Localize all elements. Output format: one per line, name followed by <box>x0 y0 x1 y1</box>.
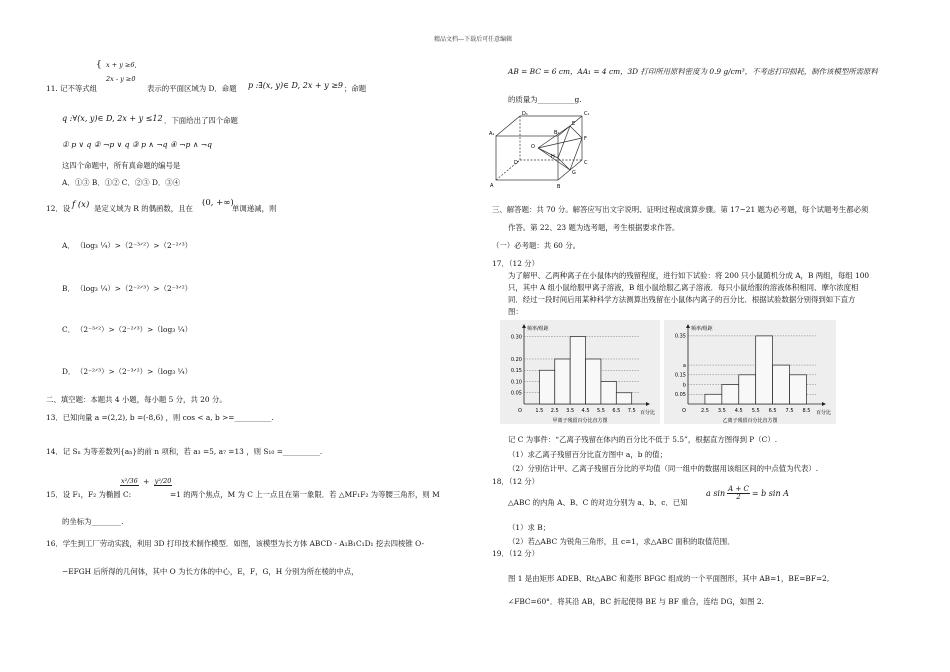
y-tick-label: 0.10 <box>510 379 522 386</box>
histogram-bar <box>739 375 756 404</box>
y-tick-label: 0.05 <box>674 392 686 399</box>
q12-choice-a-label: A． <box>62 241 75 250</box>
x-tick-label: O <box>518 408 522 414</box>
question-16-line1: 16．学生到工厂劳动实践，利用 3D 打印技术制作模型．如图，该模型为长方体 ABCD - A₁B₁C₁D₁ 挖去四棱锥 O- <box>46 539 424 548</box>
q12-interval: (0, +∞) <box>202 198 234 208</box>
q11-prefix: 11. 记不等式组 <box>46 84 98 93</box>
label-a1: A₁ <box>489 131 495 137</box>
question-14: 14．记 Sₙ 为等差数列{aₙ}的前 n 项和，若 a₃ =5, a₇ =13 ，则 S₁₀ =__________. <box>46 447 323 456</box>
inequality-1: x + y ≥6, <box>106 61 137 69</box>
question-16-line4: 的质量为__________g. <box>508 95 582 104</box>
label-b: B <box>557 184 561 190</box>
x-axis-label: 百分比 <box>816 410 832 416</box>
page-header: 精品文档---下载后可任意编辑 <box>434 36 513 43</box>
x-tick-label: 3.5 <box>566 408 575 414</box>
label-g: G <box>572 170 576 176</box>
q17-line1: 为了解甲、乙两种离子在小鼠体内的残留程度，进行如下试验：将 200 只小鼠随机分成 A，B 两组，每组 100 <box>508 271 870 280</box>
label-d1: D₁ <box>522 111 528 117</box>
q12-choice-b: （log₃ ¼）>（2⁻²ᐟ³）>（2⁻³ᐟ²） <box>76 284 193 293</box>
q12-choice-a: （log₃ ¼）>（2⁻³ᐟ²）>（2⁻²ᐟ³） <box>76 241 193 250</box>
label-b1: B₁ <box>554 130 560 136</box>
y-tick-label: 0.05 <box>510 390 522 397</box>
q12-line: 12．设 <box>46 204 71 213</box>
q11-q-tail: ．下面给出了四个命题 <box>164 116 238 125</box>
label-d: D <box>514 160 518 166</box>
q17-line3: 同．经过一段时间后用某种科学方法测算出残留在小鼠体内离子的百分比．根据试验数据分别得到如下直方 <box>508 295 856 304</box>
question-16-line3: AB = BC = 6 cm，AA₁ = 4 cm，3D 打印所用原料密度为 0.9 g/cm³，不考虑打印损耗，制作该模型所需原料 <box>508 67 878 76</box>
q12-choice-d-label: D． <box>62 367 76 376</box>
x-tick-label: 8.5 <box>802 408 811 414</box>
x-tick-label: 6.5 <box>768 408 777 414</box>
histogram-bar <box>722 385 739 404</box>
q11-p-tail: ；命题 <box>344 84 367 93</box>
q12-mid: 是定义域为 R 的偶函数，且在 <box>94 204 193 213</box>
q12-choice-b-label: B． <box>62 284 75 293</box>
x-tick-label: 4.5 <box>581 408 590 414</box>
x-tick-label: 2.5 <box>700 408 709 414</box>
q18-part2: （2）若△ABC 为锐角三角形，且 c=1，求△ABC 面积的取值范围． <box>508 537 735 546</box>
y-tick-label: 0.35 <box>674 333 686 340</box>
q15-frac-x: x²/36 <box>121 477 138 486</box>
q12-fx: f (x) <box>72 200 90 210</box>
q11-choices: A．①③ B．①② C．②③ D．③④ <box>62 178 181 187</box>
q17-part2: （2）分别估计甲、乙离子残留百分比的平均值（同一组中的数据用该组区间的中点值为代表）. <box>508 464 819 473</box>
histogram-bar <box>555 359 570 404</box>
chart-title: 乙离子残留百分比直方图 <box>722 418 778 424</box>
section-solutions-1: 三、解答题：共 70 分。解答应写出文字说明、证明过程或演算步骤。第 17~21 题为必考题，每个试题考生都必须 <box>492 205 869 214</box>
x-tick-label: 3.5 <box>717 408 726 414</box>
q11-propositions: ① p ∨ q ② ¬p ∨ q ③ p ∧ ¬q ④ ¬p ∧ ¬q <box>62 140 213 149</box>
label-a: A <box>490 183 494 189</box>
histogram-bar <box>601 382 616 405</box>
y-axis-label: 频率/组距 <box>527 326 549 332</box>
x-axis-label: 百分比 <box>640 410 656 416</box>
y-tick-label: 0.20 <box>510 356 522 363</box>
q15-part1: 15．设 F₁，F₂ 为椭圆 C: <box>46 490 132 499</box>
x-tick-label: 4.5 <box>734 408 743 414</box>
q12-tail: 单调递减，则 <box>232 204 277 213</box>
section-fill-in: 二、填空题：本题共 4 小题，每小题 5 分，共 20 分。 <box>46 395 227 404</box>
label-c: C <box>584 160 588 166</box>
histogram-bar <box>705 394 722 404</box>
q11-ask: 这四个命题中，所有真命题的编号是 <box>62 161 181 170</box>
x-tick-label: 6.5 <box>612 408 621 414</box>
y-axis-label: 频率/组距 <box>691 326 713 332</box>
x-tick-label: 5.5 <box>751 408 760 414</box>
q17-head: 17．（12 分） <box>492 259 540 268</box>
x-tick-label: 7.5 <box>785 408 794 414</box>
x-tick-label: 5.5 <box>596 408 605 414</box>
q18-line1: △ABC 的内角 A、B、C 的对边分别为 a、b、c．已知 <box>508 498 688 507</box>
q19-head: 19．（12 分） <box>492 549 540 558</box>
histogram-bar <box>586 359 601 404</box>
histogram-bar <box>570 337 585 405</box>
histogram-bar <box>616 393 631 404</box>
q12-choice-d: （2⁻²ᐟ³）>（2⁻³ᐟ²）>（log₃ ¼） <box>76 367 193 376</box>
question-13: 13．已知向量 a =(2,2), b =(-8,6) ，则 cos < a, b >=__________. <box>46 413 274 422</box>
q17-line4: 图： <box>508 307 523 316</box>
x-tick-label: 2.5 <box>550 408 559 414</box>
q12-choice-c-label: C． <box>62 325 76 334</box>
q11-p: p :∃(x, y)∈ D, 2x + y ≥9 <box>248 81 343 90</box>
q18-equation: a sin $\frac{A + C}{2}$ = b sin A <box>706 485 789 501</box>
section-solutions-2: 作答。第 22、23 题为选考题，考生根据要求作答。 <box>508 223 680 232</box>
q17-event: 记 C 为事件：“乙离子残留在体内的百分比不低于 5.5”，根据直方图得到 P（C）. <box>508 435 778 444</box>
q15-part2: =1 的两个焦点，M 为 C 上一点且在第一象限．若 △MF₁F₂ 为等腰三角形，则 M <box>170 490 440 499</box>
x-tick-label: 1.5 <box>535 408 544 414</box>
q18-head: 18．（12 分） <box>492 477 540 486</box>
inequality-2: 2x - y ≥0 <box>106 75 136 83</box>
histogram-bar <box>773 365 790 404</box>
q17-part1: （1）求乙离子残留百分比直方图中 a，b 的值； <box>508 450 667 459</box>
q12-choice-c: （2⁻³ᐟ²）>（2⁻²ᐟ³）>（log₃ ¼） <box>76 325 193 334</box>
histogram-bar <box>790 375 807 404</box>
q19-line1: 图 1 是由矩形 ADEB、Rt△ABC 和菱形 BFGC 组成的一个平面图形，其中 AB=1，BE=BF=2, <box>508 574 830 583</box>
histogram-bar <box>756 336 773 404</box>
q18-part1: （1）求 B； <box>508 523 551 532</box>
label-e: E <box>572 121 576 127</box>
q15-part3: 的坐标为________. <box>62 517 124 526</box>
q19-line2: ∠FBC=60°．将其沿 AB，BC 折起使得 BE 与 BF 重合，连结 DG，如图 2. <box>508 597 764 606</box>
y-tick-label: 0.15 <box>674 372 686 379</box>
required-section: （一）必考题：共 60 分。 <box>492 241 581 250</box>
q11-rest: 表示的平面区域为 D．命题 <box>147 84 237 93</box>
q15-frac-y: y²/20 <box>154 477 172 486</box>
y-tick-label: a <box>682 362 686 369</box>
chart-title: 甲离子残留百分比直方图 <box>552 418 608 424</box>
label-h: H <box>551 154 555 160</box>
x-tick-label: O <box>682 408 686 414</box>
histogram-ion-b <box>664 320 836 424</box>
brace-left: { <box>96 60 102 70</box>
histogram-bar <box>539 370 554 404</box>
x-tick-label: 7.5 <box>627 408 636 414</box>
label-o: O <box>531 144 535 150</box>
question-16-line2: −EFGH 后所得的几何体，其中 O 为长方体的中心，E，F，G，H 分别为所在棱的中点， <box>62 567 359 576</box>
q17-line2: 只，其中 A 组小鼠给服甲离子溶液，B 组小鼠给服乙离子溶液．每只小鼠给服的溶液体积相同、摩尔浓度相 <box>508 283 859 292</box>
cuboid-figure <box>488 108 600 190</box>
histogram-ion-a <box>500 320 660 424</box>
label-c1: C₁ <box>584 111 590 117</box>
y-tick-label: b <box>682 382 686 389</box>
y-tick-label: 0.15 <box>510 368 522 375</box>
y-tick-label: 0.30 <box>510 334 522 341</box>
q11-q: q :∀(x, y)∈ D, 2x + y ≤12 <box>62 114 163 123</box>
label-f: F <box>584 136 587 142</box>
